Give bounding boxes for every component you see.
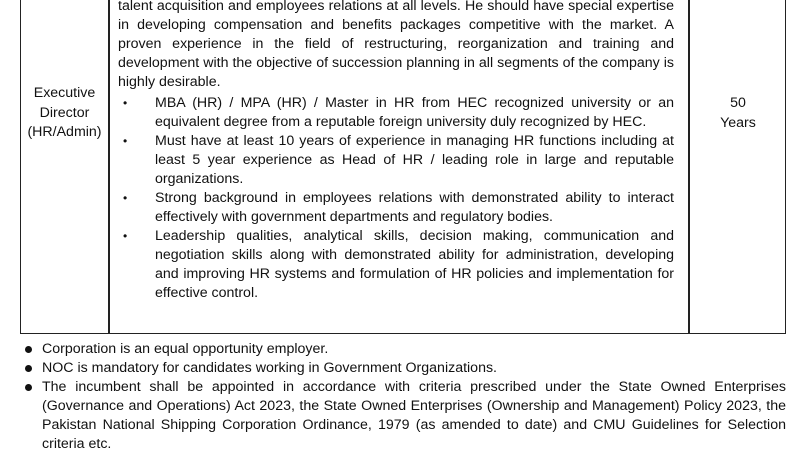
note-text: The incumbent shall be appointed in accordance with criteria prescribed under the State Owned Enterprises (Governance and Operations) Act 2023, the State Owned Enterprises (Ownership and Management) Policy 2023, the Pakistan National Shipping Corporation Ordinance, 1979 (as amended to date) and CMU Guidelines for Selection criteria etc. (42, 379, 786, 452)
notes-list (20, 340, 786, 454)
bullet-dot-icon (25, 346, 32, 353)
note-item (20, 340, 786, 359)
column-divider (688, 0, 690, 333)
note-text: NOC is mandatory for candidates working in Government Organizations. (42, 360, 497, 376)
bullet-dot-icon (25, 384, 32, 391)
note-item (20, 378, 786, 454)
requirement-text: MBA (HR) / MPA (HR) / Master in HR from HEC recognized university or an equivalent degree from a reputable foreign university duly recognized by HEC. (155, 95, 674, 130)
position-line: (HR/Admin) (27, 124, 102, 140)
requirement-text: Strong background in employees relations with demonstrated ability to interact effectively with government departments and regulatory bodies. (155, 190, 674, 225)
age-unit: Years (720, 115, 756, 131)
position-line: Director (39, 104, 90, 121)
notes-section (20, 340, 786, 454)
job-table (20, 0, 786, 334)
requirements-list (118, 94, 674, 303)
note-text: Corporation is an equal opportunity employer. (42, 341, 329, 357)
age-value: 50 (730, 95, 746, 111)
requirement-item (118, 132, 674, 189)
requirement-item (118, 94, 674, 132)
description-text: talent acquisition and employees relations at all levels. He should have special expertise in developing compensation and benefits packages competitive with the market. A proven experience in the field of restructuring, reorganization and training and development with the objective of succession planning in all segments of the company is highly desirable. (118, 0, 674, 90)
note-item (20, 359, 786, 378)
requirement-item (118, 189, 674, 227)
age-cell (690, 93, 786, 133)
requirement-text: Leadership qualities, analytical skills, decision making, communication and negotiation skills along with demonstrated ability for administration, developing and improving HR systems and formulation of HR policies and implementation for effective control. (155, 228, 674, 301)
position-line: Executive (33, 85, 96, 101)
bullet-dot-icon (25, 365, 32, 372)
requirement-item (118, 227, 674, 303)
bullet-icon: • (123, 134, 128, 148)
column-divider (108, 0, 110, 333)
position-cell (21, 84, 108, 143)
description-cell (118, 0, 674, 303)
bullet-icon: • (123, 229, 128, 243)
bullet-icon: • (123, 191, 128, 205)
bullet-icon: • (123, 96, 128, 110)
requirement-text: Must have at least 10 years of experience in managing HR functions including at least 5 year experience as Head of HR / leading role in large and reputable organizations. (155, 133, 674, 187)
